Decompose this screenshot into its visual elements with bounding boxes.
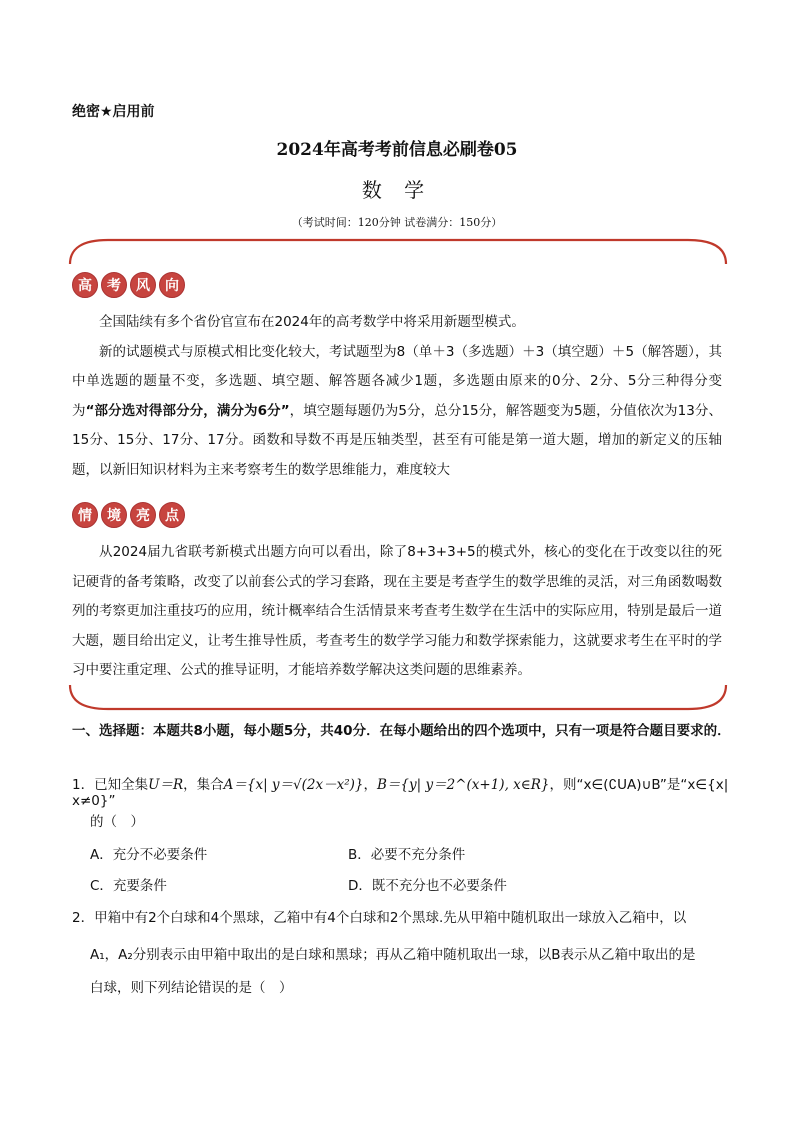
q1-option-b: B．必要不充分条件 bbox=[348, 847, 466, 863]
page-title: 2024年高考考前信息必刷卷05 bbox=[276, 140, 518, 160]
question-1-stem: 1．已知全集U＝R，集合A＝{x| y＝√(2x－x²)}，B＝{y| y＝2^(x+1), x∈R}，则“x∈(∁UA)∪B”是“x∈{x| x≠0}” bbox=[72, 777, 729, 809]
q1-option-a: A．充分不必要条件 bbox=[90, 847, 208, 863]
trend-paragraphs bbox=[72, 308, 722, 485]
subject-title: 数 学 bbox=[361, 178, 433, 202]
q1-option-c: C．充要条件 bbox=[90, 878, 167, 894]
badge-char: 境 bbox=[101, 502, 127, 528]
q1-option-d: D．既不充分也不必要条件 bbox=[348, 878, 507, 894]
highlight-badge bbox=[72, 502, 185, 528]
trend-p1: 全国陆续有多个省份官宣布在2024年的高考数学中将采用新题型模式。 bbox=[99, 314, 525, 330]
highlight-paragraph bbox=[72, 538, 722, 686]
bottom-arc-divider bbox=[68, 683, 728, 713]
badge-char: 高 bbox=[72, 272, 98, 298]
question-2-line3: 白球，则下列结论错误的是（ ） bbox=[90, 980, 293, 996]
question-2-line2: A₁，A₂分别表示由甲箱中取出的是白球和黑球；再从乙箱中随机取出一球，以B表示从乙箱中取出的是 bbox=[90, 947, 696, 963]
secret-label: 绝密★启用前 bbox=[72, 104, 155, 120]
question-1-tail: 的（ ） bbox=[90, 814, 144, 830]
badge-char: 向 bbox=[159, 272, 185, 298]
badge-char: 考 bbox=[101, 272, 127, 298]
trend-badge bbox=[72, 272, 185, 298]
badge-char: 亮 bbox=[130, 502, 156, 528]
trend-p2: 新的试题模式与原模式相比变化较大，考试题型为8（单＋3（多选题）＋3（填空题）＋5（解答题），其中单选题的题量不变，多选题、填空题、解答题各减少1题，多选题由原来的0分、2分、5分三种得分变为“部分选对得部分分，满分为6分”，填空题每题仍为5分，总分15分，解答题变为5题，分值依次为13分、15分、15分、17分、17分。函数和导数不再是压轴类型，甚至有可能是第一道大题，增加的新定义的压轴题，以新旧知识材料为主来考察考生的数学思维能力，难度较大 bbox=[72, 343, 723, 478]
top-arc-divider bbox=[68, 236, 728, 266]
badge-char: 点 bbox=[159, 502, 185, 528]
question-2-line1: 2．甲箱中有2个白球和4个黑球，乙箱中有4个白球和2个黑球.先从甲箱中随机取出一球放入乙箱中，以 bbox=[72, 910, 687, 926]
badge-char: 情 bbox=[72, 502, 98, 528]
section-heading: 一、选择题：本题共8小题，每小题5分，共40分．在每小题给出的四个选项中，只有一项是符合题目要求的． bbox=[72, 723, 731, 739]
highlight-p1: 从2024届九省联考新模式出题方向可以看出，除了8+3+3+5的模式外，核心的变化在于改变以往的死记硬背的备考策略，改变了以前套公式的学习套路，现在主要是考查学生的数学思维的灵活，对三角函数喝数列的考察更加注重技巧的应用，统计概率结合生活情景来考查考生数学在生活中的实际应用，特别是最后一道大题，题目给出定义，让考生推导性质，考查考生的数学学习能力和数学探索能力，这就要求考生在平时的学习中要注重定理、公式的推导证明，才能培养数学解决这类问题的思维素养。 bbox=[72, 544, 722, 678]
badge-char: 风 bbox=[130, 272, 156, 298]
exam-info: （考试时间：120分钟 试卷满分：150分） bbox=[291, 216, 503, 229]
